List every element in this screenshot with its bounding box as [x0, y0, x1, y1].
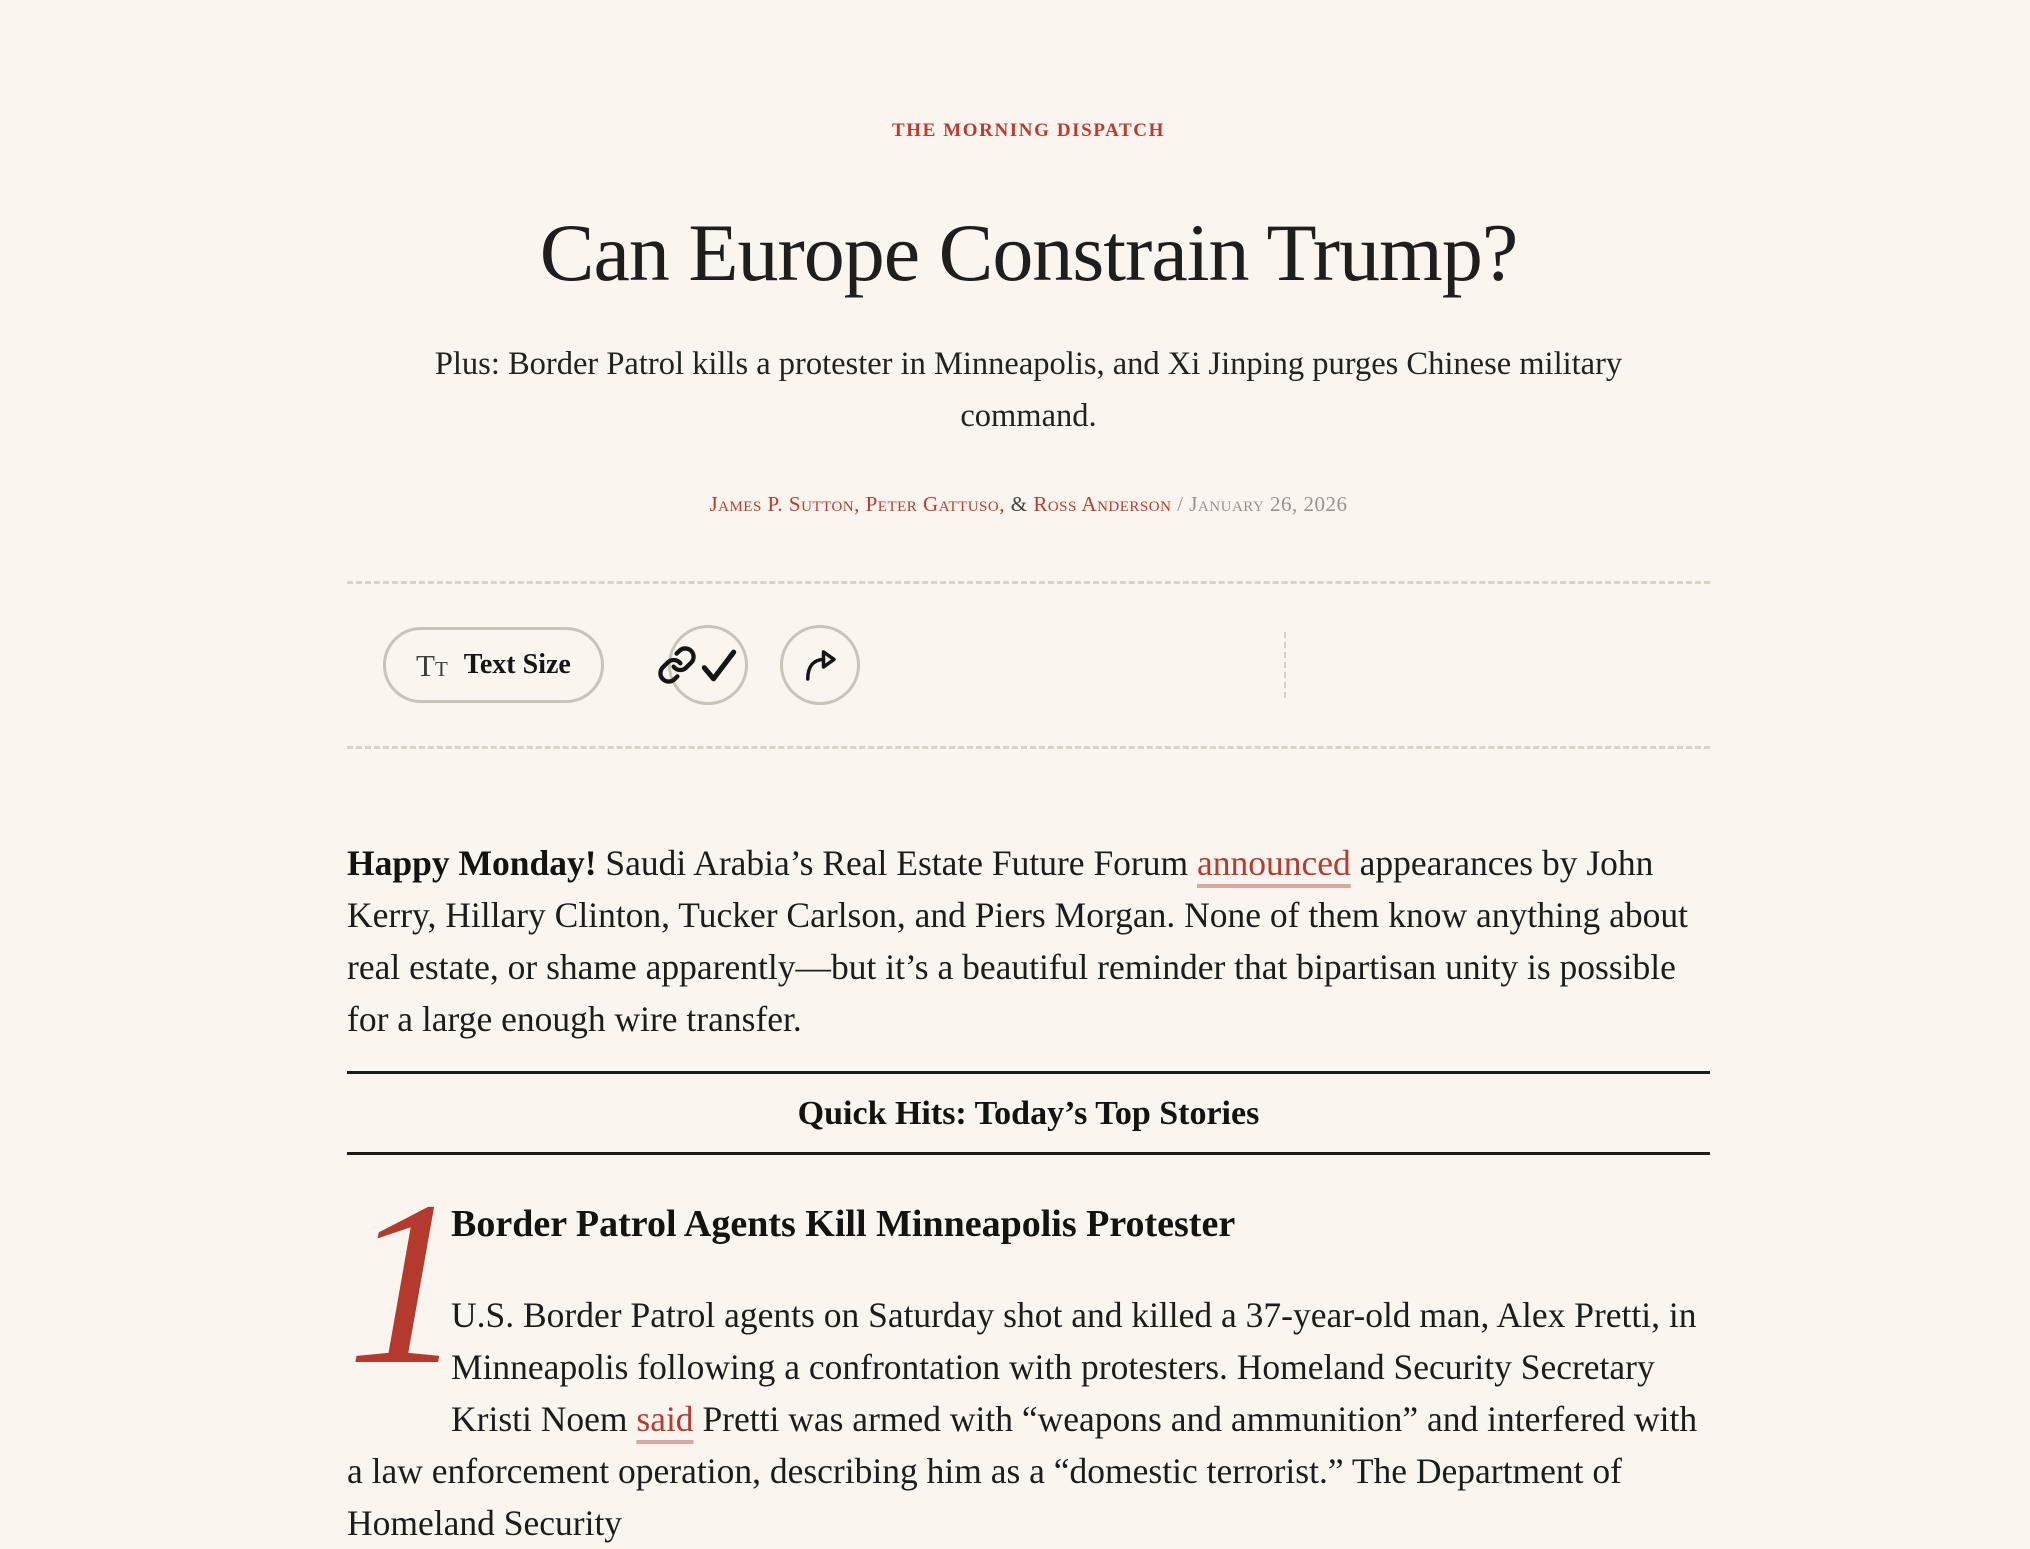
copy-link-button[interactable]: [668, 625, 748, 705]
story-heading: Border Patrol Agents Kill Minneapolis Protester: [451, 1203, 1236, 1246]
text-size-label: Text Size: [463, 649, 571, 681]
text-size-icon: TT: [416, 647, 448, 683]
link-icon: [657, 645, 697, 685]
announced-link[interactable]: announced: [1197, 843, 1351, 884]
author-link-ross-anderson[interactable]: Ross Anderson: [1033, 492, 1172, 517]
check-icon: [697, 643, 741, 687]
text-size-button[interactable]: [383, 627, 604, 703]
quick-hits-heading: Quick Hits: Today’s Top Stories: [797, 1095, 1260, 1133]
story-paragraph: [347, 1289, 1710, 1549]
story-text-pre: U.S. Border Patrol agents on Saturday shot and killed a 37-year-old man, Alex Pretti, in Minneapolis following a confrontation with protesters. Homeland Security Secretary Kristi Noem: [451, 1295, 1697, 1440]
publish-date: January 26, 2026: [1189, 492, 1348, 517]
intro-lead: Happy Monday!: [347, 843, 597, 884]
toolbar-separator: [1284, 632, 1286, 698]
intro-text-pre: Saudi Arabia’s Real Estate Future Forum: [596, 843, 1197, 884]
byline-separator: ,: [999, 492, 1011, 517]
byline: [347, 492, 1710, 517]
said-link[interactable]: said: [636, 1399, 694, 1440]
author-link-peter-gattuso[interactable]: Peter Gattuso: [865, 492, 1000, 517]
intro-section: [347, 837, 1710, 1045]
intro-text-post: appearances by John Kerry, Hillary Clinton, Tucker Carlson, and Piers Morgan. None of them know anything about real estate, or shame apparently—but it’s a beautiful reminder that bipartisan unity is possible for a large enough wire transfer.: [347, 843, 1688, 1040]
intro-paragraph: [347, 837, 1692, 1045]
byline-separator: ,: [854, 492, 866, 517]
share-button[interactable]: [780, 625, 860, 705]
newsletter-kicker-link[interactable]: THE MORNING DISPATCH: [891, 120, 1166, 141]
newsletter-page: [347, 0, 1710, 1549]
quick-hits-banner: [347, 1071, 1710, 1155]
article-subtitle: Plus: Border Patrol kills a protester in Minneapolis, and Xi Jinping purges Chinese military command.: [434, 346, 1623, 435]
story-number: 1: [347, 1153, 465, 1414]
story-1: [347, 1153, 1710, 1549]
dashed-divider-bottom: [347, 746, 1710, 749]
byline-ampersand: &: [1010, 492, 1034, 517]
share-arrow-icon: [799, 644, 841, 686]
article-header: [347, 0, 1710, 517]
byline-slash: /: [1171, 492, 1190, 517]
article-toolbar: [347, 584, 1710, 746]
article-title: Can Europe Constrain Trump?: [539, 207, 1518, 298]
author-link-james-p-sutton[interactable]: James P. Sutton: [709, 492, 855, 517]
story-text-post: Pretti was armed with “weapons and ammunition” and interfered with a law enforcement operation, describing him as a “domestic terrorist.” The Department of Homeland Security: [347, 1399, 1698, 1544]
